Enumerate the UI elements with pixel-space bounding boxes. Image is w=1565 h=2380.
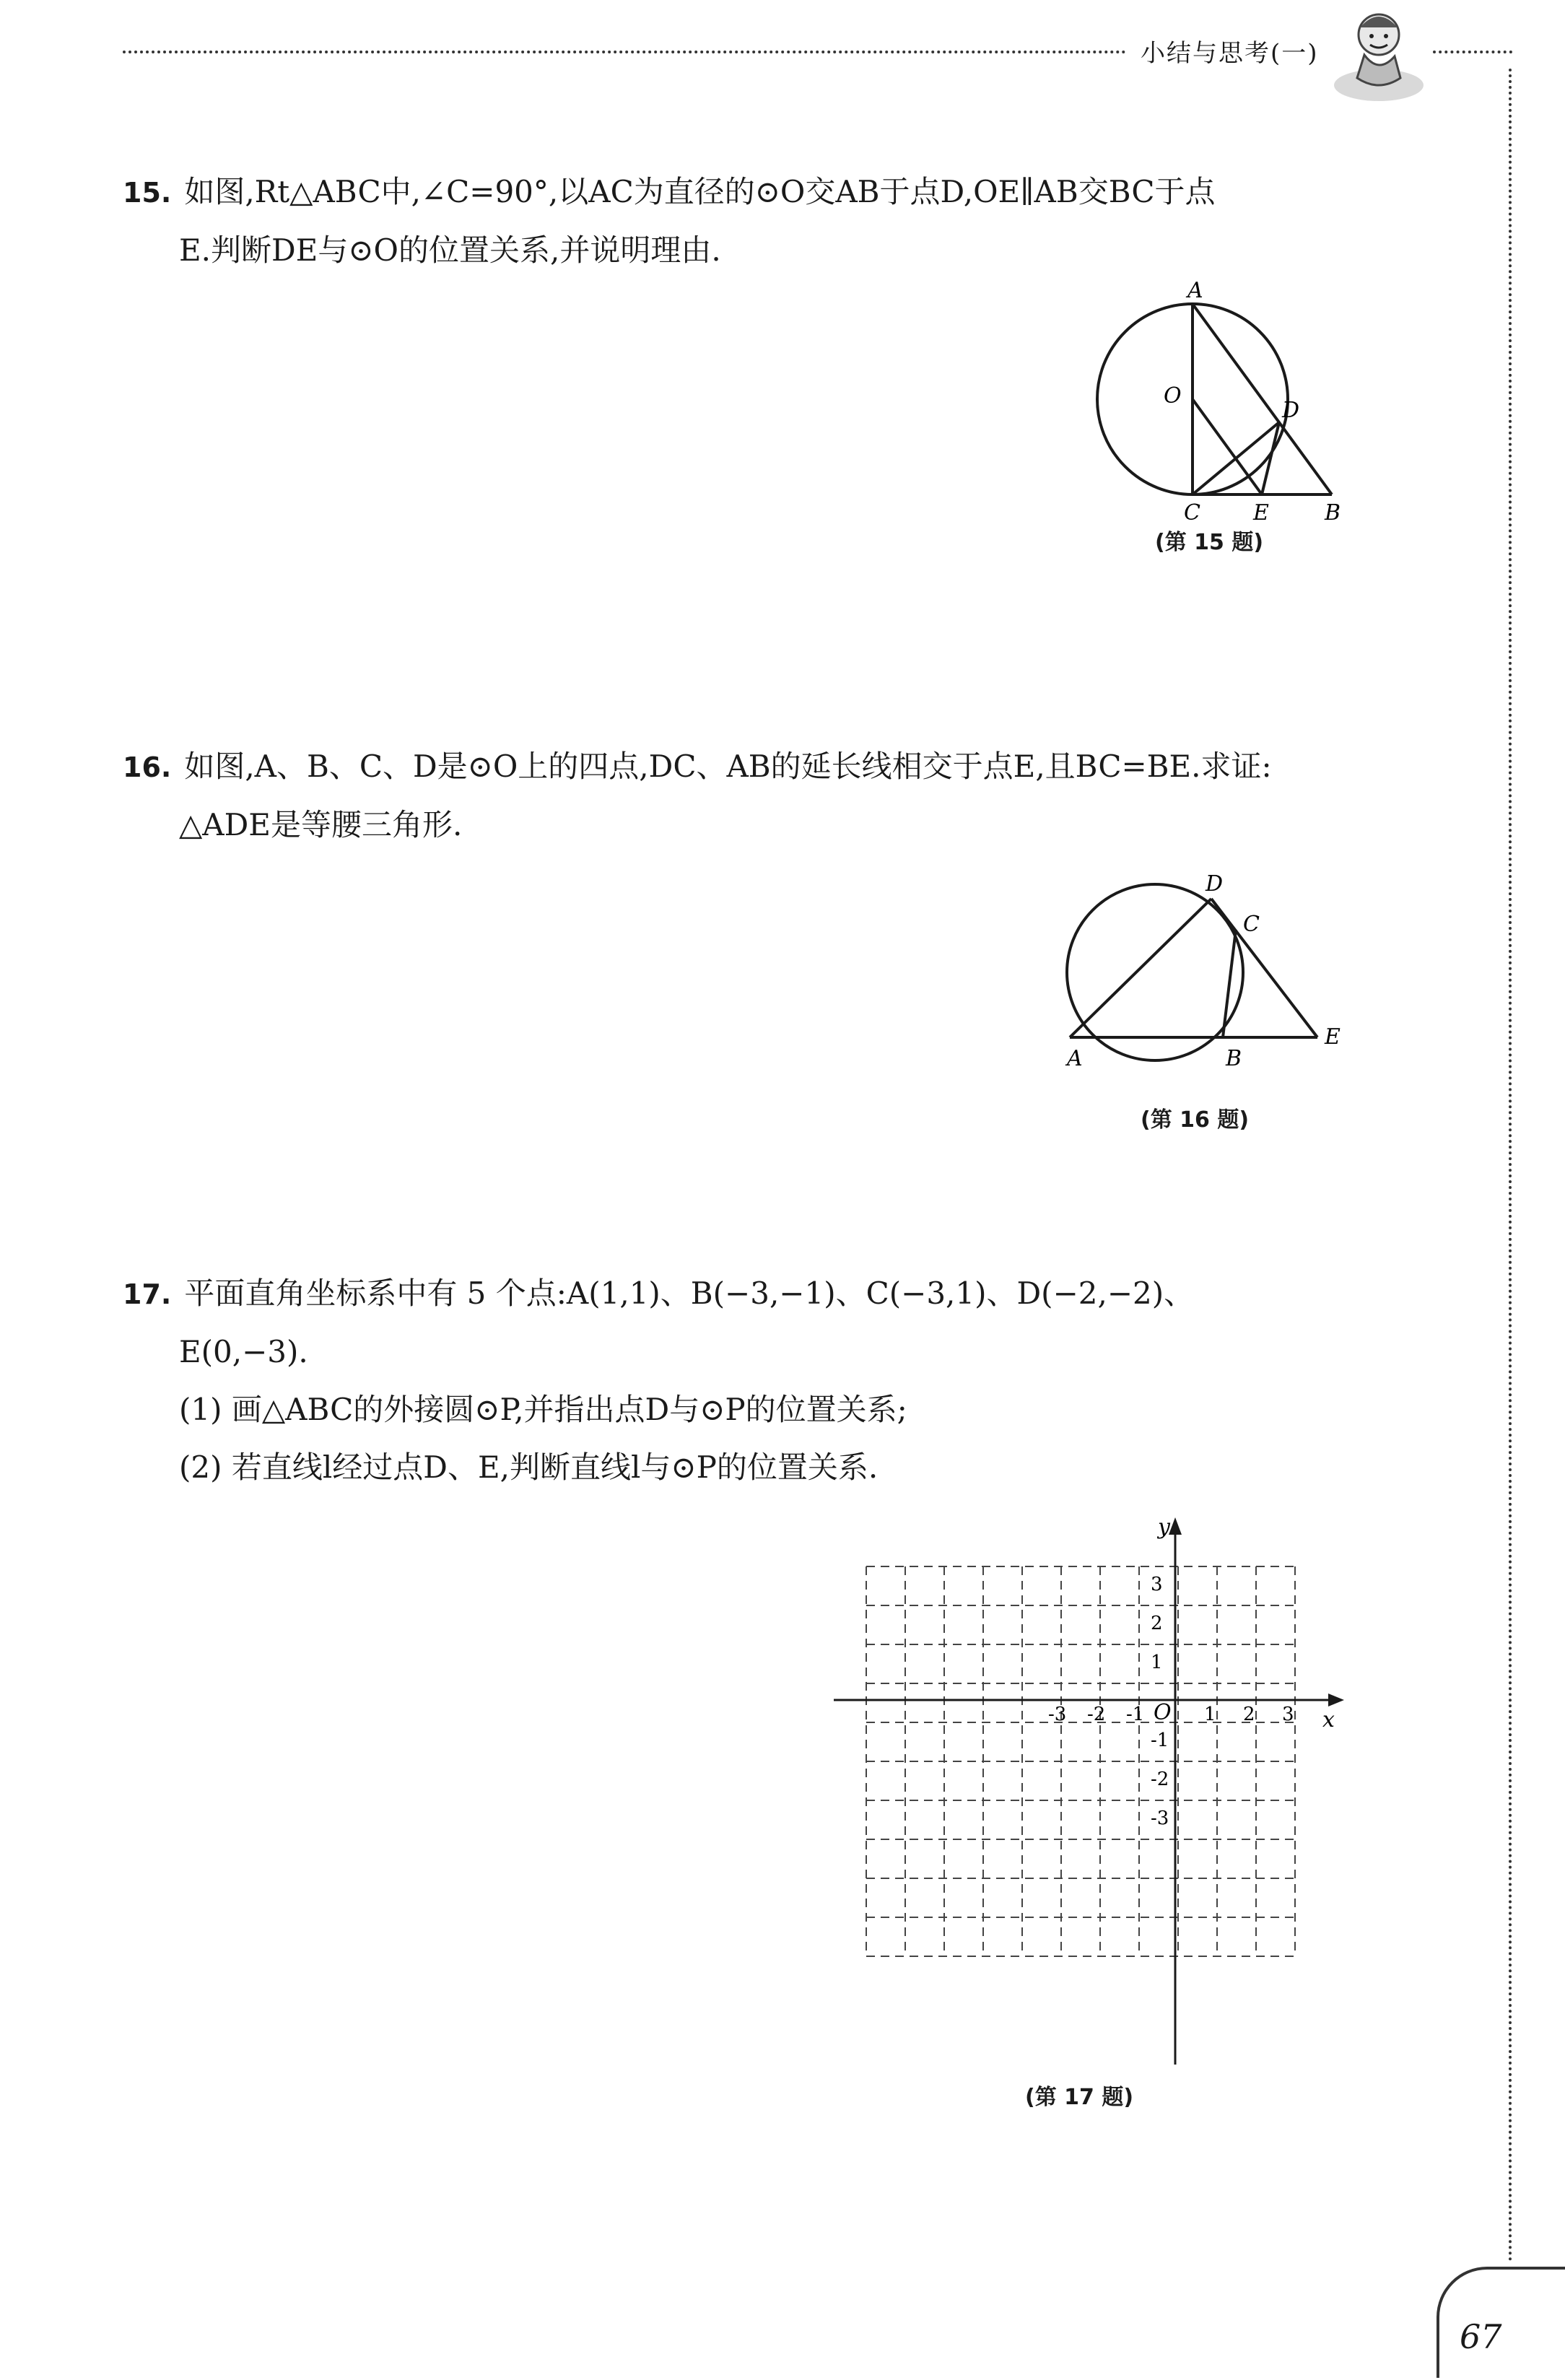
problem-part-1: (1) 画△ABC的外接圆⊙P,并指出点D与⊙P的位置关系;: [179, 1392, 907, 1427]
x-tick-label: 3: [1282, 1704, 1294, 1725]
label-c: C: [1243, 912, 1260, 937]
y-tick-label: -1: [1151, 1730, 1169, 1751]
label-o: O: [1164, 383, 1182, 409]
header-dotted-line-right: [1433, 51, 1512, 53]
problem-text-line1: 如图,Rt△ABC中,∠C=90°,以AC为直径的⊙O交AB于点D,OE∥AB交BC于点: [184, 174, 1216, 209]
problem-text-line1: 如图,A、B、C、D是⊙O上的四点,DC、AB的延长线相交于点E,且BC=BE.求证:: [184, 749, 1272, 784]
figure-15-caption: (第 15 题): [1155, 530, 1264, 555]
figure-15: [1076, 274, 1379, 526]
x-tick-label: -3: [1048, 1704, 1067, 1725]
x-tick-label: 1: [1204, 1704, 1216, 1725]
section-title: 小结与思考(一): [1141, 39, 1319, 68]
y-tick-label: 1: [1151, 1652, 1163, 1673]
y-tick-label: -2: [1151, 1769, 1169, 1790]
label-a: A: [1187, 278, 1203, 303]
problem-16: [123, 738, 1272, 854]
label-a: A: [1067, 1046, 1083, 1071]
segment-de: [1211, 899, 1317, 1037]
x-tick-label: -1: [1126, 1704, 1145, 1725]
label-d: D: [1282, 398, 1300, 423]
problem-17: [123, 1265, 1194, 1496]
y-axis-arrow: [1169, 1517, 1182, 1535]
x-axis-arrow: [1328, 1694, 1344, 1706]
margin-dotted-line: [1509, 69, 1512, 2263]
segment-ad: [1070, 899, 1211, 1037]
x-tick-label: -2: [1087, 1704, 1106, 1725]
label-b: B: [1325, 500, 1341, 526]
dashed-grid: [866, 1566, 1295, 1956]
y-tick-label: 2: [1151, 1613, 1163, 1634]
y-tick-label: -3: [1151, 1808, 1169, 1829]
figure-17-caption: (第 17 题): [1025, 2085, 1134, 2110]
problem-text-line2: △ADE是等腰三角形.: [179, 807, 463, 842]
label-b: B: [1226, 1046, 1242, 1071]
problem-text-line2: E(0,−3).: [179, 1334, 308, 1369]
problem-15: [123, 163, 1216, 279]
page-number: 67: [1460, 2317, 1502, 2356]
problem-text-line2: E.判断DE与⊙O的位置关系,并说明理由.: [179, 232, 721, 268]
label-d: D: [1206, 871, 1224, 897]
y-axis-label: y: [1158, 1514, 1170, 1540]
figure-17-grid: [830, 1501, 1350, 2065]
figure-16: [1054, 873, 1357, 1090]
label-e: E: [1325, 1024, 1341, 1050]
problem-number: 16.: [123, 751, 172, 783]
problem-text-line1: 平面直角坐标系中有 5 个点:A(1,1)、B(−3,−1)、C(−3,1)、D(−2,−2)、: [184, 1276, 1195, 1311]
x-axis-label: x: [1322, 1707, 1335, 1732]
label-e: E: [1253, 500, 1269, 526]
circle-o: [1067, 884, 1243, 1060]
y-tick-label: 3: [1151, 1574, 1163, 1595]
x-tick-label: 2: [1243, 1704, 1255, 1725]
problem-number: 15.: [123, 177, 172, 209]
header-dotted-line: [123, 51, 1126, 53]
problem-number: 17.: [123, 1278, 172, 1310]
origin-label: O: [1154, 1700, 1172, 1725]
problem-part-2: (2) 若直线l经过点D、E,判断直线l与⊙P的位置关系.: [179, 1450, 879, 1485]
label-c: C: [1184, 500, 1200, 526]
figure-16-caption: (第 16 题): [1141, 1107, 1250, 1133]
mascot-icon: [1328, 6, 1429, 107]
